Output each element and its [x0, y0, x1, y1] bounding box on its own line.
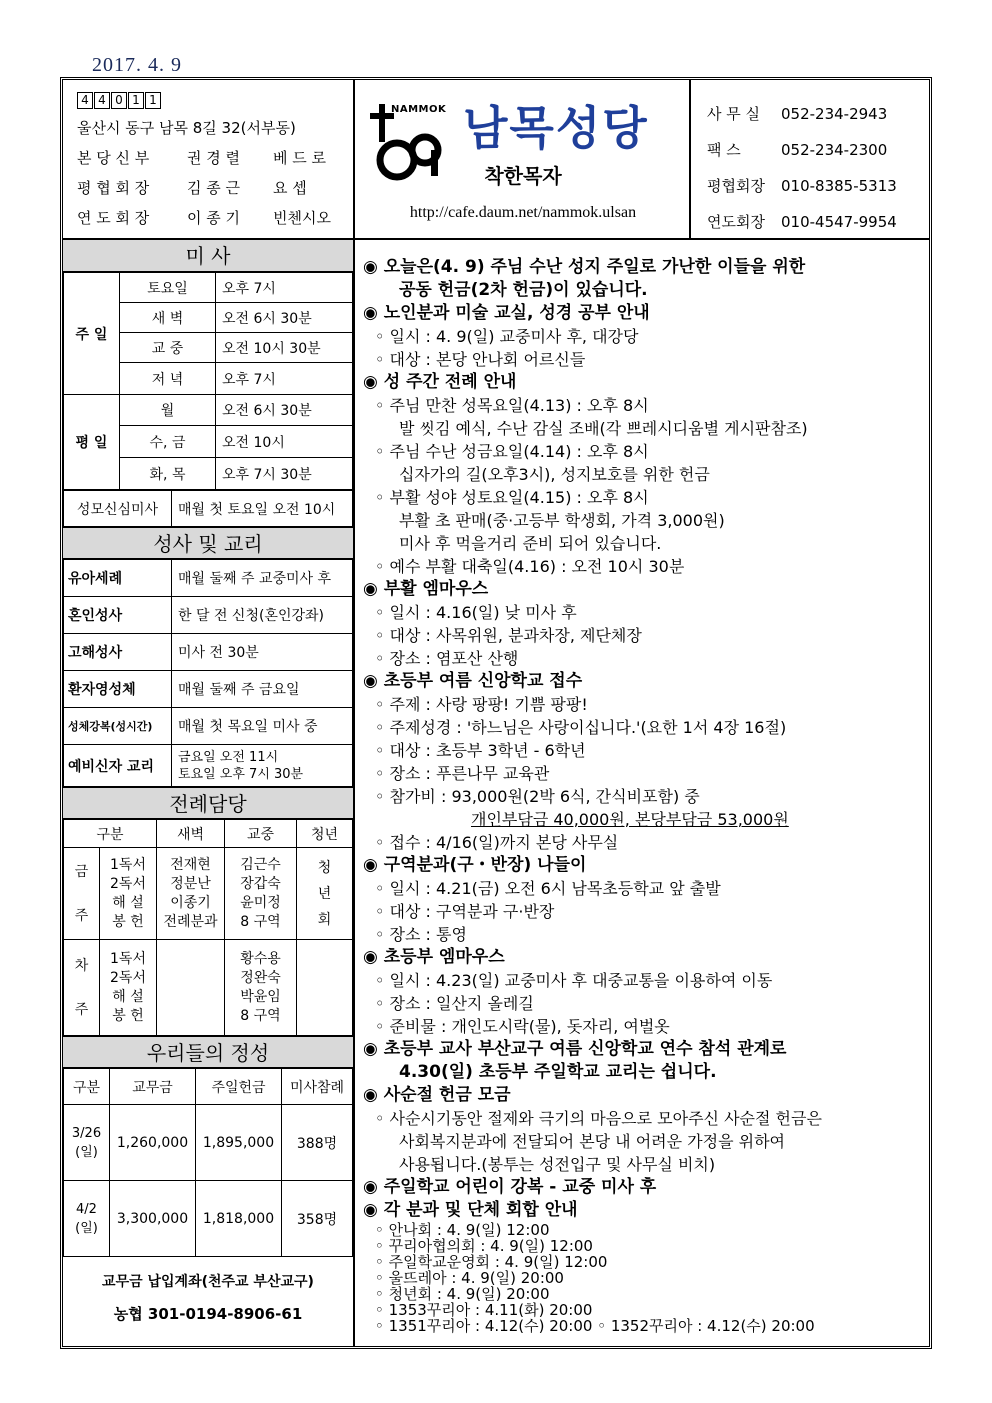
notice-line: ◦ 예수 부활 대축일(4.16) : 오전 10시 30분 [375, 557, 685, 576]
offerings-title: 우리들의 정성 [63, 1036, 353, 1068]
offering-date: 4/2 (일) [64, 1181, 110, 1257]
notice-line: 4.30(일) 초등부 주일학교 교리는 쉽니다. [399, 1062, 717, 1082]
special-mass-table [63, 490, 353, 527]
bulletin-date: 2017. 4. 9 [92, 54, 182, 76]
header-logo-area [355, 80, 691, 240]
mass-day: 새 벽 [120, 303, 216, 333]
notice-line: 발 씻김 예식, 수난 감실 조배(각 쁘레시디움별 게시판참조) [399, 419, 808, 438]
notice-line: ◦ 대상 : 본당 안나회 어르신들 [375, 350, 586, 369]
contact-council: 평협회장 010-8385-5313 [707, 177, 897, 195]
notice-line: ◦ 주제성경 : '하느님은 사랑이십니다.'(요한 1서 4장 16절) [375, 718, 787, 737]
liturgy-youth [297, 940, 353, 1036]
notice-line: ◦ 장소 : 일산지 올레길 [375, 994, 534, 1013]
sacraments-table [63, 559, 353, 787]
bulletin-frame [60, 77, 932, 1349]
sacrament-detail: 매월 첫 목요일 미사 중 [172, 708, 353, 745]
notice-heading: ◉ 부활 엠마우스 [363, 579, 489, 599]
offering-date: 3/26 (일) [64, 1105, 110, 1181]
notice-line: ◦ 주제 : 사랑 팡팡! 기쁨 팡팡! [375, 695, 588, 714]
notice-heading: ◉ 노인분과 미술 교실, 성경 공부 안내 [363, 303, 650, 323]
notice-line: ◦ 장소 : 염포산 산행 [375, 649, 519, 668]
notice-line: ◦ 대상 : 구역분과 구·반장 [375, 902, 555, 921]
mass-day: 화, 목 [120, 458, 216, 490]
notice-heading: ◉ 각 분과 및 단체 회합 안내 [363, 1200, 578, 1220]
notice-line: ◦ 장소 : 푸른나무 교육관 [375, 764, 550, 783]
liturgy-header: 구분 [64, 820, 157, 848]
notice-line: 사용됩니다.(봉투는 성전입구 및 사무실 비치) [399, 1155, 716, 1174]
church-name: 남목성당 [463, 101, 649, 155]
mass-title: 미 사 [63, 240, 353, 272]
mass-day: 월 [120, 395, 216, 426]
staff-row: 본 당 신 부 권 경 렬 베 드 로 [77, 149, 327, 167]
liturgy-header: 새벽 [157, 820, 225, 848]
sunday-label: 주 일 [64, 273, 120, 395]
contact-fax: 팩 스 052-234-2300 [707, 141, 888, 159]
mass-day: 교 중 [120, 333, 216, 363]
notice-line: ◦ 주님 수난 성금요일(4.14) : 오후 8시 [375, 442, 649, 461]
mass-day: 저 녁 [120, 363, 216, 395]
zip-digit: 4 [94, 92, 110, 109]
mass-time: 오전 10시 [216, 426, 353, 458]
staff-row: 평 협 회 장 김 종 근 요 셉 [77, 179, 307, 197]
account-number: 농협 301-0194-8906-61 [113, 1305, 303, 1323]
subtitle: 착한목자 [484, 164, 562, 188]
mass-time: 오전 6시 30분 [216, 303, 353, 333]
notice-line: ◦ 꾸리아협의회 : 4. 9(일) 12:00 [375, 1237, 593, 1255]
sacrament-name: 예비신자 교리 [64, 745, 172, 787]
header-info [63, 80, 355, 240]
notice-heading: ◉ 오늘은(4. 9) 주님 수난 성지 주일로 가난한 이들을 위한 [363, 257, 806, 277]
notice-line: ◦ 대상 : 초등부 3학년 - 6학년 [375, 741, 586, 760]
liturgy-table [63, 819, 353, 1036]
notice-heading: ◉ 성 주간 전례 안내 [363, 372, 517, 392]
notice-line: 십자가의 길(오후3시), 성지보호를 위한 헌금 [399, 465, 710, 484]
notice-list [363, 256, 929, 1334]
special-mass-time: 매월 첫 토요일 오전 10시 [172, 491, 353, 527]
sacrament-detail: 미사 전 30분 [172, 634, 353, 671]
notice-heading: ◉ 주일학교 어린이 강복 - 교중 미사 후 [363, 1177, 657, 1197]
mass-time: 오전 6시 30분 [216, 395, 353, 426]
sacrament-name: 고해성사 [64, 634, 172, 671]
zip-digit: 1 [145, 92, 161, 109]
offering-header: 교무금 [110, 1069, 196, 1105]
zip-digit: 4 [77, 92, 93, 109]
notice-line: ◦ 참가비 : 93,000원(2박 6식, 간식비포함) 중 [375, 787, 700, 806]
sacrament-detail: 매월 둘째 주 금요일 [172, 671, 353, 708]
liturgy-dawn [157, 940, 225, 1036]
liturgy-main: 황수용 정완숙 박윤임 8 구역 [225, 940, 297, 1036]
staff-row: 연 도 회 장 이 종 기 빈첸시오 [77, 209, 331, 227]
liturgy-header: 교중 [225, 820, 297, 848]
offering-attend: 388명 [282, 1105, 353, 1181]
notice-line: ◦ 일시 : 4. 9(일) 교중미사 후, 대강당 [375, 327, 639, 346]
liturgy-roles: 1독서 2독서 해 설 봉 헌 [100, 848, 157, 940]
notice-line: 공동 헌금(2차 헌금)이 있습니다. [399, 280, 648, 300]
next-week-label: 차 주 [64, 940, 100, 1036]
notice-line: ◦ 청년회 : 4. 9(일) 20:00 [375, 1285, 550, 1303]
sacraments-title: 성사 및 교리 [63, 527, 353, 559]
mass-time: 오후 7시 [216, 363, 353, 395]
notice-line: 미사 후 먹을거리 준비 되어 있습니다. [399, 534, 662, 553]
notice-line: ◦ 1351꾸리아 : 4.12(수) 20:00 ◦ 1352꾸리아 : 4.12(수) 20:00 [375, 1317, 815, 1335]
sacrament-name: 환자영성체 [64, 671, 172, 708]
mass-time: 오후 7시 30분 [216, 458, 353, 490]
sacrament-name: 성체강복(성시간) [64, 708, 172, 745]
sacrament-detail: 매월 둘째 주 교중미사 후 [172, 560, 353, 597]
notice-line: ◦ 1353꾸리아 : 4.11(화) 20:00 [375, 1301, 593, 1319]
notice-line: ◦ 장소 : 통영 [375, 925, 467, 944]
contact-prayer: 연도회장 010-4547-9954 [707, 213, 897, 231]
notice-line: 개인부담금 40,000원, 본당부담금 53,000원 [471, 810, 789, 829]
notice-heading: ◉ 초등부 여름 신앙학교 접수 [363, 671, 583, 691]
notice-heading: ◉ 사순절 헌금 모금 [363, 1085, 511, 1105]
notice-line: ◦ 울뜨레아 : 4. 9(일) 20:00 [375, 1269, 564, 1287]
this-week-label: 금 주 [64, 848, 100, 940]
mass-table [63, 272, 353, 490]
offerings-table [63, 1068, 353, 1257]
notice-line: ◦ 주일학교운영회 : 4. 9(일) 12:00 [375, 1253, 608, 1271]
mass-time: 오후 7시 [216, 273, 353, 303]
special-mass-label: 성모신심미사 [64, 491, 172, 527]
contact-office: 사 무 실 052-234-2943 [707, 105, 888, 123]
offering-header: 주일헌금 [196, 1069, 282, 1105]
zip-code [77, 92, 353, 109]
offering-sunday: 1,818,000 [196, 1181, 282, 1257]
sacrament-detail: 한 달 전 신청(혼인강좌) [172, 597, 353, 634]
offering-header: 미사참례 [282, 1069, 353, 1105]
notices-column [355, 240, 929, 1346]
mass-time: 오전 10시 30분 [216, 333, 353, 363]
sacrament-detail: 금요일 오전 11시 토요일 오후 7시 30분 [172, 745, 353, 787]
notice-line: ◦ 준비물 : 개인도시락(물), 돗자리, 여벌옷 [375, 1017, 670, 1036]
notice-line: 사회복지분과에 전달되어 본당 내 어려운 가정을 위하여 [399, 1132, 786, 1151]
notice-line: ◦ 주님 만찬 성목요일(4.13) : 오후 8시 [375, 396, 649, 415]
notice-heading: ◉ 초등부 교사 부산교구 여름 신앙학교 연수 참석 관계로 [363, 1039, 787, 1059]
notice-line: ◦ 부활 성야 성토요일(4.15) : 오후 8시 [375, 488, 649, 507]
offering-dues: 1,260,000 [110, 1105, 196, 1181]
zip-digit: 0 [111, 92, 127, 109]
left-column [63, 240, 355, 1346]
account-label: 교무금 납입계좌(천주교 부산교구) [102, 1274, 314, 1290]
liturgy-title: 전례담당 [63, 787, 353, 819]
offering-header: 구분 [64, 1069, 110, 1105]
address: 울산시 동구 남목 8길 32(서부동) [77, 119, 296, 137]
notice-line: ◦ 대상 : 사목위원, 분과차장, 제단체장 [375, 626, 642, 645]
mass-day: 수, 금 [120, 426, 216, 458]
notice-line: ◦ 일시 : 4.23(일) 교중미사 후 대중교통을 이용하여 이동 [375, 971, 773, 990]
notice-heading: ◉ 초등부 엠마우스 [363, 947, 505, 967]
weekday-label: 평 일 [64, 395, 120, 490]
sacrament-name: 혼인성사 [64, 597, 172, 634]
notice-heading: ◉ 구역분과(구・반장) 나들이 [363, 855, 587, 875]
cafe-url: http://cafe.daum.net/nammok.ulsan [409, 204, 637, 221]
notice-line: ◦ 일시 : 4.21(금) 오전 6시 남목초등학교 앞 출발 [375, 879, 721, 898]
notice-line: 부활 초 판매(중·고등부 학생회, 가격 3,000원) [399, 511, 725, 530]
notice-line: ◦ 접수 : 4/16(일)까지 본당 사무실 [375, 833, 619, 852]
logo-text: NAMMOK [391, 104, 447, 115]
header-contacts [691, 80, 929, 240]
sacrament-name: 유아세례 [64, 560, 172, 597]
offering-sunday: 1,895,000 [196, 1105, 282, 1181]
zip-digit: 1 [128, 92, 144, 109]
liturgy-header: 청년 [297, 820, 353, 848]
notice-line: ◦ 사순시기동안 절제와 극기의 마음으로 모아주신 사순절 헌금은 [375, 1109, 822, 1128]
notice-line: ◦ 안나회 : 4. 9(일) 12:00 [375, 1221, 550, 1239]
offering-dues: 3,300,000 [110, 1181, 196, 1257]
offering-attend: 358명 [282, 1181, 353, 1257]
liturgy-main: 김근수 장갑숙 윤미정 8 구역 [225, 848, 297, 940]
liturgy-roles: 1독서 2독서 해 설 봉 헌 [100, 940, 157, 1036]
mass-day: 토요일 [120, 273, 216, 303]
notice-line: ◦ 일시 : 4.16(일) 낮 미사 후 [375, 603, 577, 622]
liturgy-youth: 청 년 회 [297, 848, 353, 940]
liturgy-dawn: 전재현 정분난 이종기 전례분과 [157, 848, 225, 940]
